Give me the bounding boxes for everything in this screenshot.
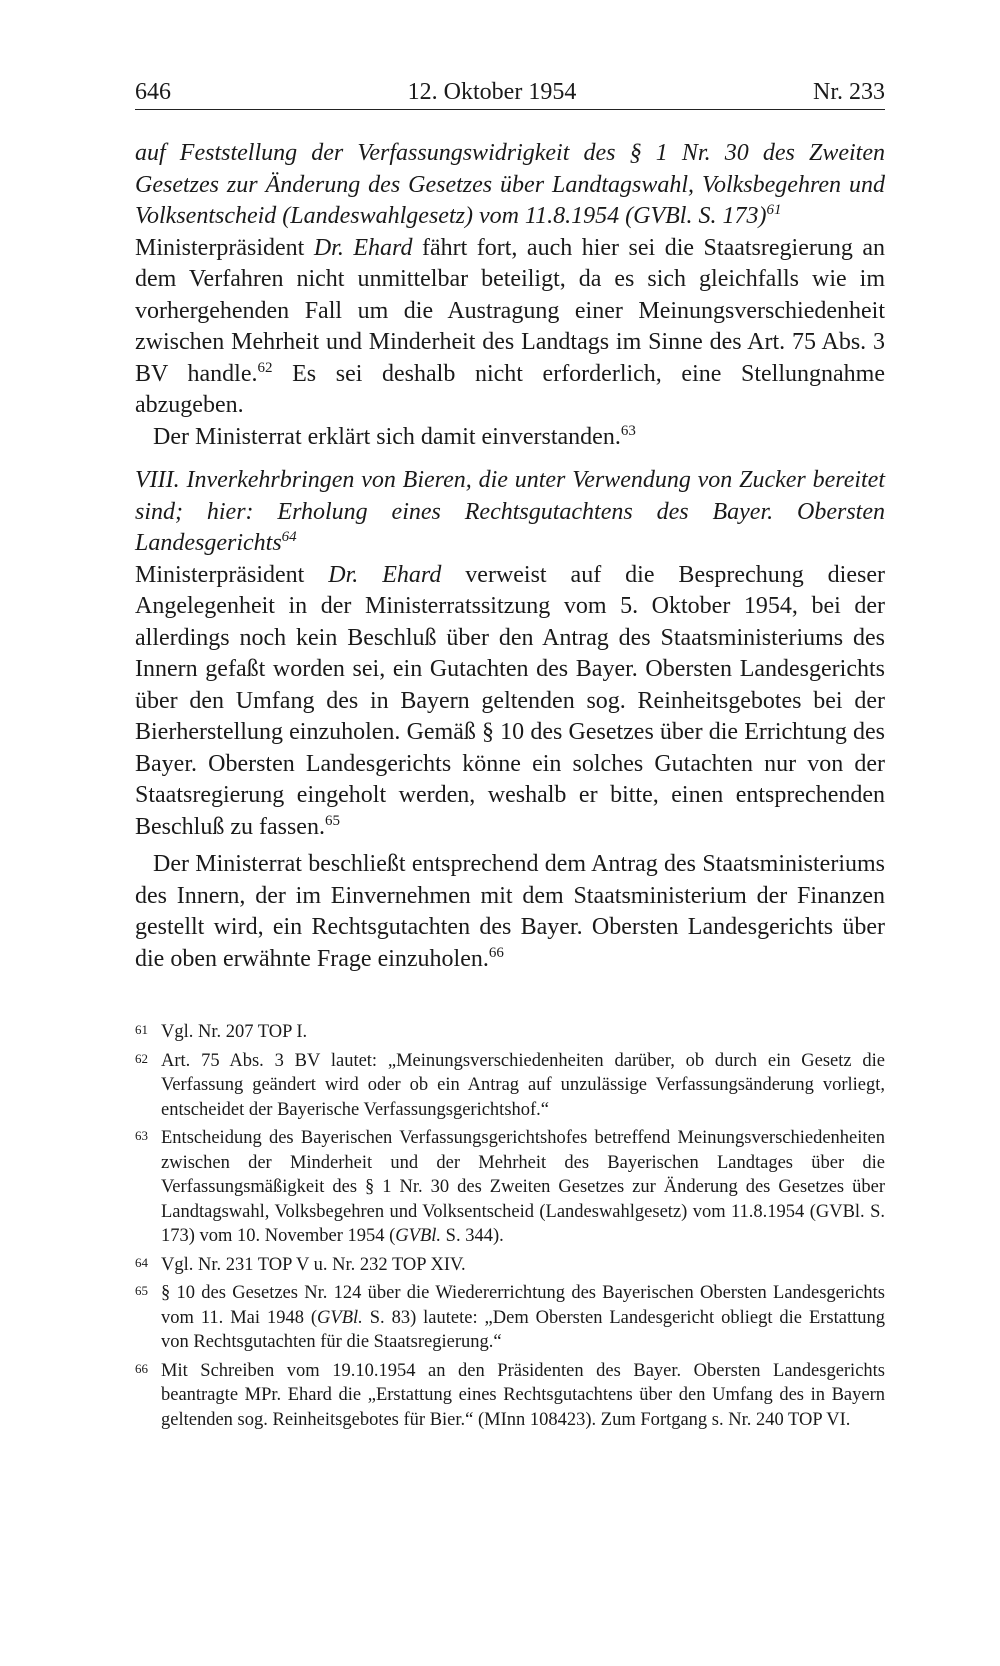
footnote-64 bbox=[135, 1253, 885, 1278]
footnote-text: Vgl. Nr. 231 TOP V u. Nr. 232 TOP XIV. bbox=[161, 1254, 466, 1275]
footnote-ref[interactable]: 63 bbox=[620, 422, 636, 439]
footnote-text: Mit Schreiben vom 19.10.1954 an den Präsidenten des Bayer. Obersten Landesgerichts beantragte MPr. Ehard die „Erstattung eines Rechtsgutachtens über den Umfang des in Bayern geltenden sog. Reinheitsgebotes für Bier.“ (MInn 108423). Zum Fortgang s. Nr. 240 TOP VI. bbox=[161, 1360, 885, 1430]
footnote-text-part: Entscheidung des Bayerischen Verfassungsgerichtshofes betreffend Meinungsverschiedenheiten zwischen der Minderheit und der Mehrheit des Bayerischen Landtages über die Verfassungsmäßigkeit des § 1 Nr. 30 des Zweiten Gesetzes zur Änderung des Gesetzes über Landtagswahl, Volksbegehren und Volksentscheid (Landeswahlgesetz) vom 11.8.1954 (GVBl. S. 173) vom 10. November 1954 ( bbox=[161, 1128, 885, 1246]
running-header bbox=[135, 78, 885, 110]
footnote-text-part: S. 344). bbox=[441, 1226, 504, 1246]
section-title-text: auf Feststellung der Verfassungswidrigkeit des § 1 Nr. 30 des Zweiten Gesetzes zur Änderung des Gesetzes über Landtagswahl, Volksbegehren und Volksentscheid (Landeswahlgesetz) vom 11.8.1954 (GVBl. S. 173) bbox=[135, 140, 885, 229]
footnote-text bbox=[161, 1126, 885, 1249]
footnote-63 bbox=[135, 1126, 885, 1249]
page-number: 646 bbox=[135, 79, 171, 105]
footnote-ref[interactable]: 66 bbox=[488, 944, 504, 961]
paragraph-text: Ministerpräsident bbox=[135, 561, 329, 588]
section-title-landeswahlgesetz bbox=[135, 138, 885, 233]
paragraph bbox=[135, 233, 885, 422]
section-title-viii bbox=[135, 465, 885, 560]
footnote-text bbox=[161, 1281, 885, 1355]
paragraph-text: Ministerpräsident bbox=[135, 234, 314, 261]
footnote-number: 62 bbox=[135, 1050, 148, 1066]
paragraph-text: fährt fort, auch hier sei die Staatsregierung an dem Verfahren nicht unmittelbar beteiligt, da es sich gleichfalls wie im vorhergehenden Fall um die Austragung einer Meinungsverschiedenheit zwischen Mehrheit und Minderheit des Landtags im Sinne des Art. 75 Abs. 3 BV handle. bbox=[135, 234, 885, 387]
footnote-ref[interactable]: 65 bbox=[324, 812, 340, 829]
footnote-ref[interactable]: 62 bbox=[257, 359, 273, 376]
paragraph-text: Der Ministerrat erklärt sich damit einverstanden. bbox=[153, 423, 621, 450]
footnote-number: 65 bbox=[135, 1283, 148, 1298]
footnote-65 bbox=[135, 1281, 885, 1355]
journal-abbrev: GVBl. bbox=[317, 1307, 363, 1328]
footnote-62 bbox=[135, 1049, 885, 1123]
paragraph bbox=[135, 560, 885, 844]
page-content bbox=[135, 78, 885, 975]
issue-number: Nr. 233 bbox=[813, 79, 885, 105]
journal-abbrev: GVBl. bbox=[395, 1226, 442, 1246]
footnote-number: 61 bbox=[135, 1022, 148, 1037]
footnote-text-part: S. 83) lautete: „Dem Obersten Landesgericht obliegt die Erstattung von Rechtsgutachten für die Staatsregierung.“ bbox=[161, 1307, 885, 1352]
paragraph bbox=[135, 422, 885, 454]
person-name: Dr. Ehard bbox=[328, 561, 442, 588]
footnote-number: 63 bbox=[135, 1128, 148, 1143]
paragraph-text: Es sei deshalb nicht erforderlich, eine Stellungnahme abzugeben. bbox=[135, 360, 885, 418]
footnote-text: Vgl. Nr. 207 TOP I. bbox=[161, 1022, 308, 1042]
footnote-66 bbox=[135, 1359, 885, 1433]
footnote-61 bbox=[135, 1020, 885, 1045]
section-title-text: VIII. Inverkehrbringen von Bieren, die unter Verwendung von Zucker bereitet sind; hier: Erholung eines Rechtsgutachtens des Bayer. Obersten Landesgerichts bbox=[135, 467, 885, 556]
footnote-ref[interactable]: 64 bbox=[281, 529, 297, 545]
footnote-number: 64 bbox=[135, 1254, 148, 1270]
footnotes bbox=[135, 1020, 885, 1436]
footnote-ref[interactable]: 61 bbox=[766, 202, 782, 218]
header-date: 12. Oktober 1954 bbox=[407, 79, 577, 105]
footnote-text: Art. 75 Abs. 3 BV lautet: „Meinungsverschiedenheiten darüber, ob durch ein Gesetz die Verfassung geändert wird oder ob ein Antrag auf unzulässige Verfassungsänderung vorliegt, entscheidet der Bayerische Verfassungsgerichtshof.“ bbox=[161, 1050, 885, 1120]
person-name: Dr. Ehard bbox=[313, 234, 413, 261]
paragraph-text: verweist auf die Besprechung dieser Angelegenheit in der Ministerratssitzung vom 5. Oktober 1954, bei der allerdings noch kein Beschluß über den Antrag des Staatsministeriums des Innern gefaßt worden sei, ein Gutachten des Bayer. Obersten Landesgerichts über den Umfang des in Bayern geltenden sog. Reinheitsgebotes bei der Bierherstellung einzuholen. Gemäß § 10 des Gesetzes über die Errichtung des Bayer. Obersten Landesgerichts könne ein solches Gutachten nur von der Staatsregierung eingeholt werden, weshalb er bitte, einen entsprechenden Beschluß zu fassen. bbox=[135, 561, 885, 840]
paragraph bbox=[135, 849, 885, 975]
footnote-text-part: § 10 des Gesetzes Nr. 124 über die Wiedererrichtung des Bayerischen Obersten Landesgerichts vom 11. Mai 1948 ( bbox=[161, 1283, 885, 1328]
footnote-number: 66 bbox=[135, 1360, 148, 1376]
paragraph-text: Der Ministerrat beschließt entsprechend dem Antrag des Staatsministeriums des Innern, der im Einvernehmen mit dem Staatsministerium der Finanzen gestellt wird, ein Rechtsgutachten des Bayer. Obersten Landesgerichts über die oben erwähnte Frage einzuholen. bbox=[135, 851, 885, 972]
